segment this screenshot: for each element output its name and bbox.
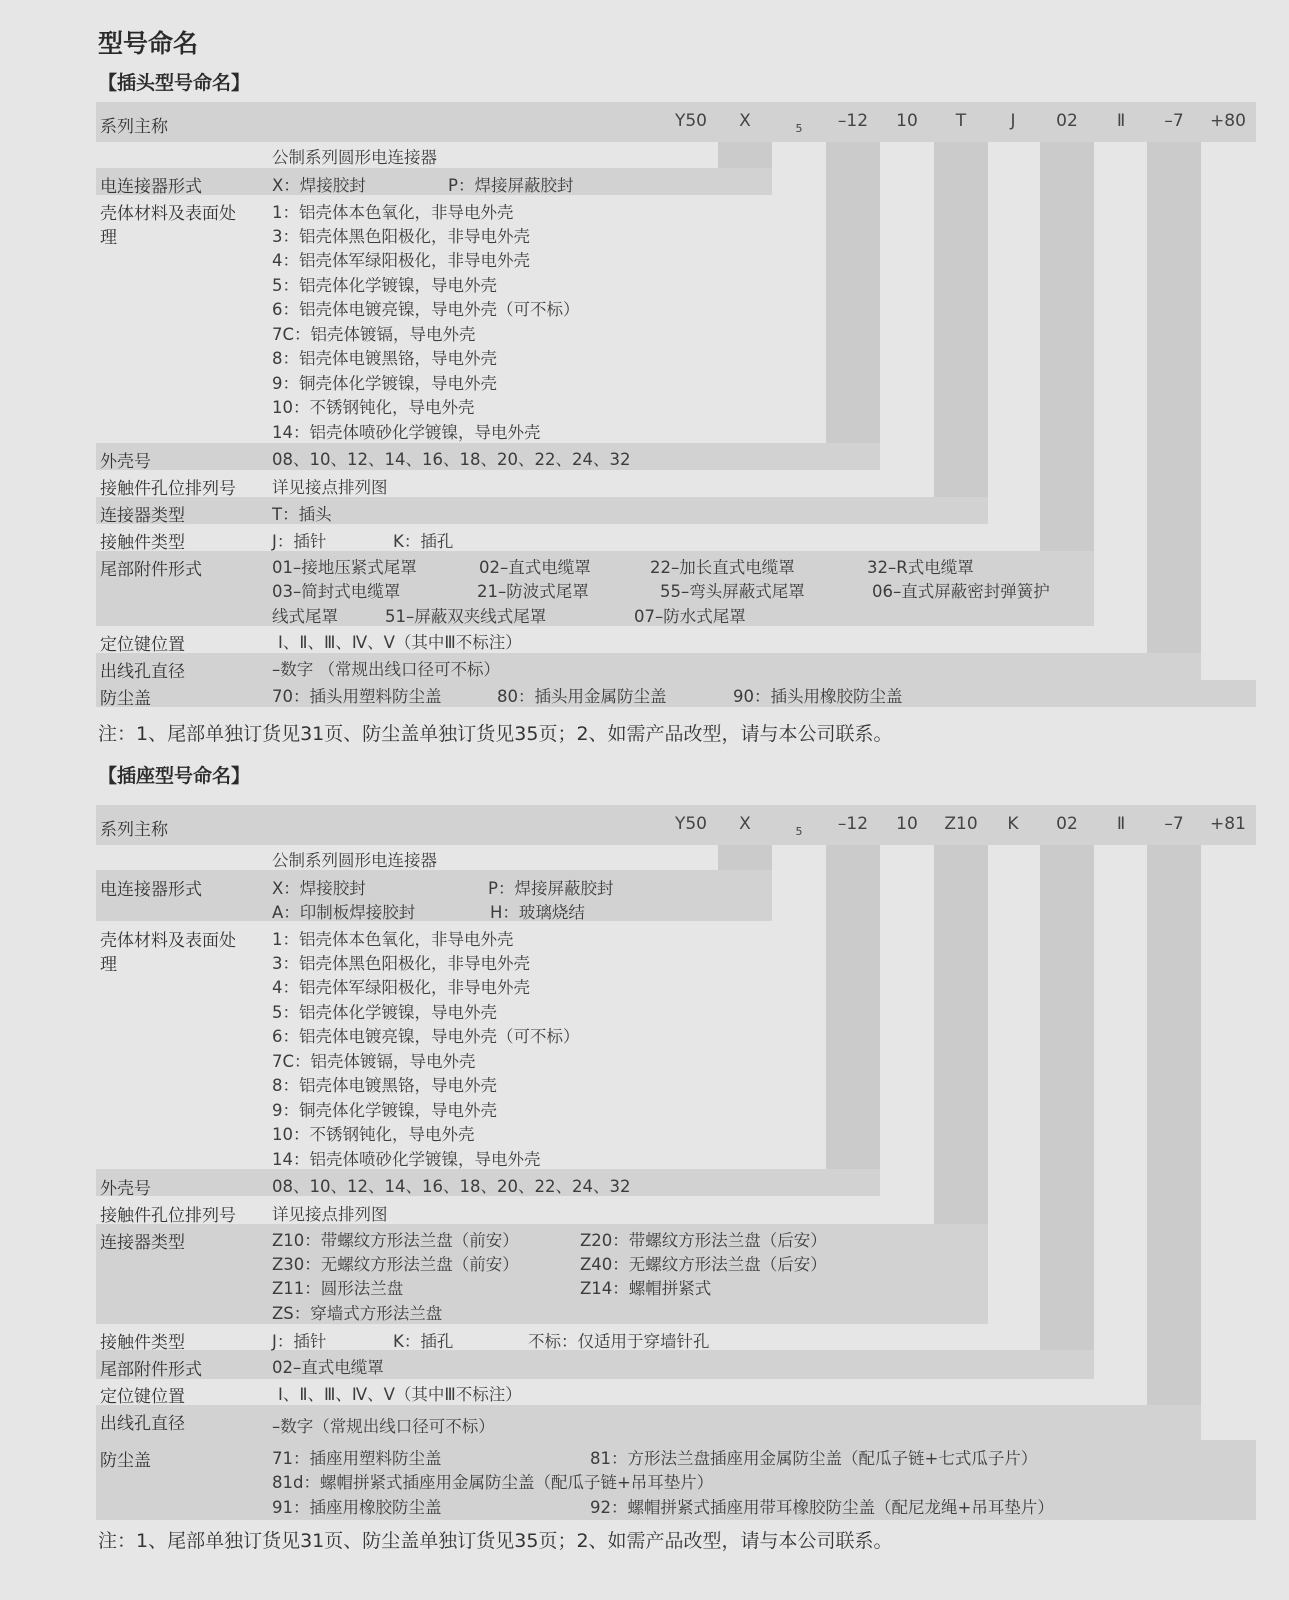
plug-label-series: 系列主称 [100, 117, 168, 137]
socket-code-key: Ⅱ [1116, 814, 1126, 834]
socket-contact-j: J：插针 [272, 1332, 327, 1351]
socket-note: 注：1、尾部单独订货见31页、防尘盖单独订货见35页；2、如需产品改型，请与本公司联系。 [98, 1530, 893, 1552]
plug-series-desc: 公制系列圆形电连接器 [272, 148, 437, 167]
plug-code-dia: –7 [1164, 111, 1184, 131]
plug-col-12 [826, 102, 880, 470]
plug-label-dia: 出线孔直径 [100, 662, 185, 682]
socket-form-p: P：焊接屏蔽胶封 [488, 879, 614, 898]
plug-label-layout: 接触件孔位排列号 [100, 479, 236, 499]
plug-dia-value: –数字 （常规出线口径可不标） [272, 660, 500, 679]
socket-code-material: 5 [795, 825, 803, 838]
plug-tail-06-cont: 线式尾罩 [272, 607, 338, 626]
socket-cap-71: 71：插座用塑料防尘盖 [272, 1449, 442, 1468]
socket-cap-91: 91：插座用橡胶防尘盖 [272, 1498, 442, 1517]
plug-code-series: Y50 [674, 111, 708, 131]
plug-material-14: 14：铝壳体喷砂化学镀镍，导电外壳 [272, 423, 541, 442]
plug-label-shell: 外壳号 [100, 452, 151, 472]
plug-note: 注：1、尾部单独订货见31页、防尘盖单独订货见35页；2、如需产品改型，请与本公司联系。 [98, 723, 893, 745]
socket-conntype-z40: Z40：无螺纹方形法兰盘（后安） [580, 1255, 827, 1274]
plug-band-cap [96, 680, 1256, 707]
plug-form-p: P：焊接屏蔽胶封 [448, 176, 574, 195]
socket-key-values: Ⅰ、Ⅱ、Ⅲ、Ⅳ、Ⅴ（其中Ⅲ不标注） [278, 1385, 522, 1404]
socket-material-5: 5：铝壳体化学镀镍，导电外壳 [272, 1003, 497, 1022]
socket-col-7 [1147, 805, 1201, 1440]
socket-code-layout: 10 [896, 814, 918, 834]
socket-tail-02: 02–直式电缆罩 [272, 1358, 384, 1377]
plug-tail-21: 21–防波式尾罩 [477, 582, 589, 601]
plug-tail-01: 01–接地压紧式尾罩 [272, 558, 417, 577]
plug-label-key: 定位键位置 [100, 635, 185, 655]
socket-material-3: 3：铝壳体黑色阳极化，非导电外壳 [272, 954, 530, 973]
plug-tail-07: 07–防水式尾罩 [634, 607, 746, 626]
socket-layout-value: 详见接点排列图 [272, 1205, 388, 1224]
plug-material-7c: 7C：铝壳体镀镉，导电外壳 [272, 325, 476, 344]
plug-tail-06: 06–直式屏蔽密封弹簧护 [872, 582, 1050, 601]
plug-label-material: 壳体材料及表面处 [100, 204, 236, 224]
plug-conntype-t: T：插头 [272, 505, 332, 524]
socket-col-02 [1040, 805, 1094, 1379]
plug-code-cap: +80 [1210, 111, 1246, 131]
socket-material-10: 10：不锈钢钝化，导电外壳 [272, 1125, 475, 1144]
socket-conntype-zs: ZS：穿墙式方形法兰盘 [272, 1304, 443, 1323]
plug-material-8: 8：铝壳体电镀黑铬，导电外壳 [272, 349, 497, 368]
socket-shell-values: 08、10、12、14、16、18、20、22、24、32 [272, 1177, 631, 1196]
socket-cap-81d: 81d：螺帽拼紧式插座用金属防尘盖（配瓜子链+吊耳垫片） [272, 1473, 714, 1492]
socket-label-form: 电连接器形式 [100, 880, 202, 900]
plug-code-contact: J [1010, 111, 1016, 131]
socket-form-a: A：印制板焊接胶封 [272, 903, 416, 922]
plug-label-tail: 尾部附件形式 [100, 560, 202, 580]
plug-code-material: 5 [795, 122, 803, 135]
socket-material-4: 4：铝壳体军绿阳极化，非导电外壳 [272, 978, 530, 997]
plug-contact-j: J：插针 [272, 532, 327, 551]
socket-material-8: 8：铝壳体电镀黑铬，导电外壳 [272, 1076, 497, 1095]
socket-col-12 [826, 805, 880, 1195]
socket-label-contact: 接触件类型 [100, 1333, 185, 1353]
plug-col-7 [1147, 102, 1201, 680]
plug-material-6: 6：铝壳体电镀亮镍，导电外壳（可不标） [272, 300, 580, 319]
socket-series-desc: 公制系列圆形电连接器 [272, 851, 437, 870]
socket-label-tail: 尾部附件形式 [100, 1360, 202, 1380]
plug-tail-03: 03–简封式电缆罩 [272, 582, 401, 601]
socket-dia-value: –数字（常规出线口径可不标） [272, 1417, 495, 1436]
socket-code-conntype: Z10 [944, 814, 978, 834]
socket-code-series: Y50 [674, 814, 708, 834]
socket-label-layout: 接触件孔位排列号 [100, 1206, 236, 1226]
plug-code-layout: 10 [896, 111, 918, 131]
socket-label-series: 系列主称 [100, 820, 168, 840]
socket-band-dia [96, 1405, 1201, 1440]
plug-heading: 【插头型号命名】 [98, 72, 251, 94]
socket-material-9: 9：铜壳体化学镀镍，导电外壳 [272, 1101, 497, 1120]
socket-code-tail: 02 [1056, 814, 1078, 834]
plug-cap-80: 80：插头用金属防尘盖 [497, 687, 667, 706]
socket-cap-92: 92：螺帽拼紧式插座用带耳橡胶防尘盖（配尼龙绳+吊耳垫片） [590, 1498, 1054, 1517]
socket-label-shell: 外壳号 [100, 1179, 151, 1199]
socket-form-h: H：玻璃烧结 [490, 903, 585, 922]
plug-label-form: 电连接器形式 [100, 177, 202, 197]
socket-material-6: 6：铝壳体电镀亮镍，导电外壳（可不标） [272, 1027, 580, 1046]
socket-heading: 【插座型号命名】 [98, 765, 251, 787]
plug-code-shell: –12 [837, 111, 869, 131]
socket-conntype-z20: Z20：带螺纹方形法兰盘（后安） [580, 1231, 827, 1250]
plug-code-key: Ⅱ [1116, 111, 1126, 131]
socket-code-dia: –7 [1164, 814, 1184, 834]
plug-label-contact: 接触件类型 [100, 533, 185, 553]
socket-band-conntype [96, 1224, 988, 1324]
plug-code-conntype: T [955, 111, 967, 131]
plug-tail-51: 51–屏蔽双夹线式尾罩 [385, 607, 547, 626]
plug-material-3: 3：铝壳体黑色阳极化，非导电外壳 [272, 227, 530, 246]
socket-contact-k: K：插孔 [393, 1332, 454, 1351]
socket-code-contact: K [1007, 814, 1019, 834]
socket-label-cap: 防尘盖 [100, 1451, 151, 1471]
socket-label-conntype: 连接器类型 [100, 1233, 185, 1253]
socket-material-14: 14：铝壳体喷砂化学镀镍，导电外壳 [272, 1150, 541, 1169]
plug-contact-k: K：插孔 [393, 532, 454, 551]
plug-code-form: X [739, 111, 751, 131]
socket-conntype-z30: Z30：无螺纹方形法兰盘（前安） [272, 1255, 519, 1274]
plug-label-cap: 防尘盖 [100, 689, 151, 709]
plug-col-02 [1040, 102, 1094, 626]
plug-cap-90: 90：插头用橡胶防尘盖 [733, 687, 903, 706]
plug-label-material-2: 理 [100, 228, 117, 248]
socket-label-key: 定位键位置 [100, 1387, 185, 1407]
plug-material-10: 10：不锈钢钝化，导电外壳 [272, 398, 475, 417]
socket-form-x: X：焊接胶封 [272, 879, 366, 898]
socket-conntype-z11: Z11：圆形法兰盘 [272, 1279, 404, 1298]
plug-form-x: X：焊接胶封 [272, 176, 366, 195]
plug-cap-70: 70：插头用塑料防尘盖 [272, 687, 442, 706]
socket-label-dia: 出线孔直径 [100, 1414, 185, 1434]
plug-band-conntype [96, 497, 988, 524]
plug-tail-22: 22–加长直式电缆罩 [650, 558, 795, 577]
socket-code-cap: +81 [1210, 814, 1246, 834]
plug-material-9: 9：铜壳体化学镀镍，导电外壳 [272, 374, 497, 393]
socket-code-shell: –12 [837, 814, 869, 834]
plug-tail-55: 55–弯头屏蔽式尾罩 [660, 582, 805, 601]
socket-conntype-z14: Z14：螺帽拼紧式 [580, 1279, 712, 1298]
plug-shell-values: 08、10、12、14、16、18、20、22、24、32 [272, 450, 631, 469]
socket-label-material: 壳体材料及表面处 [100, 931, 236, 951]
socket-material-7c: 7C：铝壳体镀镉，导电外壳 [272, 1052, 476, 1071]
socket-conntype-z10: Z10：带螺纹方形法兰盘（前安） [272, 1231, 519, 1250]
socket-col-z10 [934, 805, 988, 1225]
plug-code-tail: 02 [1056, 111, 1078, 131]
plug-material-5: 5：铝壳体化学镀镍，导电外壳 [272, 276, 497, 295]
plug-tail-32: 32–R式电缆罩 [867, 558, 974, 577]
plug-tail-02: 02–直式电缆罩 [479, 558, 591, 577]
plug-layout-value: 详见接点排列图 [272, 478, 388, 497]
socket-cap-81: 81：方形法兰盘插座用金属防尘盖（配瓜子链+七式瓜子片） [590, 1449, 1038, 1468]
socket-contact-none: 不标：仅适用于穿墙针孔 [528, 1332, 710, 1351]
plug-band-dia [96, 653, 1201, 680]
socket-code-form: X [739, 814, 751, 834]
plug-col-t [934, 102, 988, 497]
plug-material-1: 1：铝壳体本色氧化，非导电外壳 [272, 203, 514, 222]
socket-band-tail [96, 1350, 1094, 1379]
plug-label-conntype: 连接器类型 [100, 506, 185, 526]
plug-key-values: Ⅰ、Ⅱ、Ⅲ、Ⅳ、Ⅴ（其中Ⅲ不标注） [278, 633, 522, 652]
socket-material-1: 1：铝壳体本色氧化，非导电外壳 [272, 930, 514, 949]
socket-label-material-2: 理 [100, 955, 117, 975]
plug-material-4: 4：铝壳体军绿阳极化，非导电外壳 [272, 251, 530, 270]
page-title: 型号命名 [98, 29, 199, 58]
